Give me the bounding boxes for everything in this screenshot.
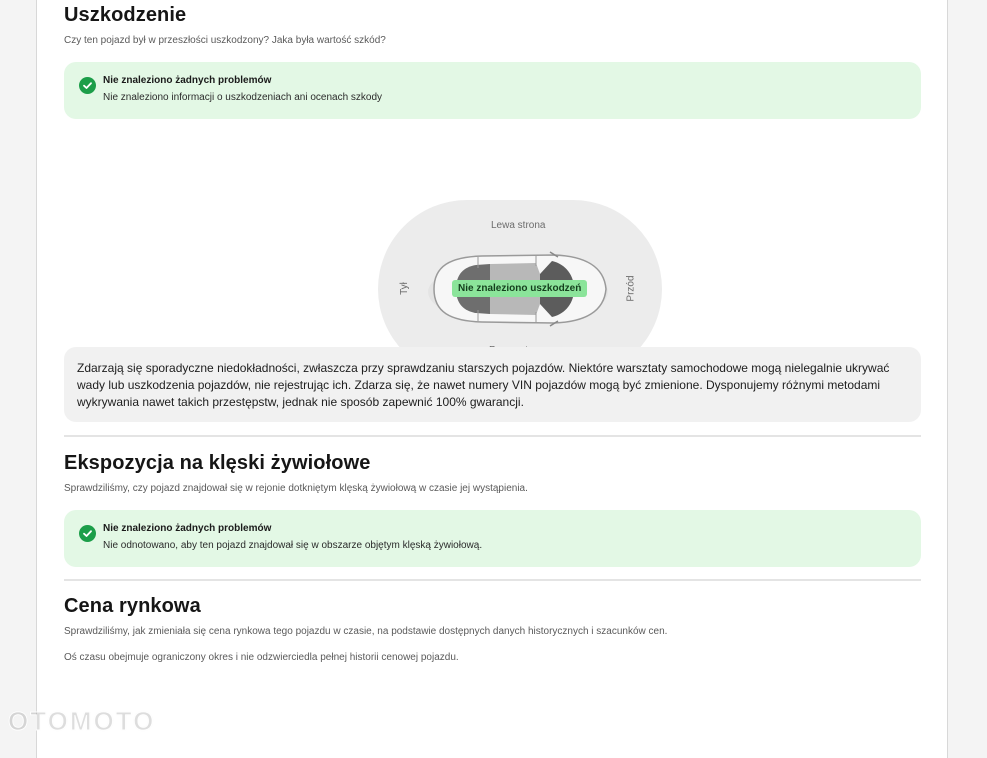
disaster-status-description: Nie odnotowano, aby ten pojazd znajdował się w obszarze objętym klęską żywiołową.: [103, 540, 483, 551]
check-circle-icon: [79, 525, 96, 542]
disaster-status-title: Nie znaleziono żadnych problemów: [103, 523, 272, 534]
section-divider: [64, 435, 921, 437]
damage-subtitle: Czy ten pojazd był w przeszłości uszkodzony? Jaka była wartość szkód?: [64, 35, 386, 46]
market-title: Cena rynkowa: [64, 595, 201, 617]
damage-status-box: [64, 62, 921, 119]
no-damage-badge: Nie znaleziono uszkodzeń: [452, 280, 587, 297]
damage-disclaimer-box: [64, 347, 921, 422]
otomoto-watermark: OTOMOTO: [8, 706, 156, 736]
damage-section: [64, 4, 921, 46]
damage-status-description: Nie znaleziono informacji o uszkodzeniach ani ocenach szkody: [103, 92, 383, 103]
disaster-section: [64, 452, 921, 494]
disaster-title: Ekspozycja na klęski żywiołowe: [64, 452, 371, 474]
diagram-left-side-label: Lewa strona: [491, 220, 546, 231]
report-card: [36, 0, 948, 758]
damage-disclaimer-text: Zdarzają się sporadyczne niedokładności, zwłaszcza przy sprawdzaniu starszych pojazdów. Niektóre warsztaty samochodowe mogą nielegalnie ukrywać wady lub uszkodzenia pojazdów, nie rejestrując ich. Zdarza się, że nawet numery VIN pojazdów mogą być zmienione. Dysponujemy różnymi metodami wykrywania nawet takich przestępstw, jednak nie sposób zapewnić 100% gwarancji.: [77, 361, 890, 409]
damage-title: Uszkodzenie: [64, 4, 187, 26]
diagram-front-label: Przód: [625, 275, 637, 302]
market-subtitle: Sprawdziliśmy, jak zmieniała się cena rynkowa tego pojazdu w czasie, na podstawie dostępnych danych historycznych i szacunków cen.: [64, 626, 668, 637]
section-divider: [64, 579, 921, 581]
disaster-subtitle: Sprawdziliśmy, czy pojazd znajdował się w rejonie dotkniętym klęską żywiołową w czasie jej wystąpienia.: [64, 483, 528, 494]
damage-status-title: Nie znaleziono żadnych problemów: [103, 75, 272, 86]
diagram-rear-label: Tył: [398, 282, 410, 295]
market-section: [64, 595, 921, 663]
disaster-status-box: [64, 510, 921, 567]
check-circle-icon: [79, 77, 96, 94]
market-note: Oś czasu obejmuje ograniczony okres i nie odzwierciedla pełnej historii cenowej pojazdu.: [64, 652, 459, 663]
